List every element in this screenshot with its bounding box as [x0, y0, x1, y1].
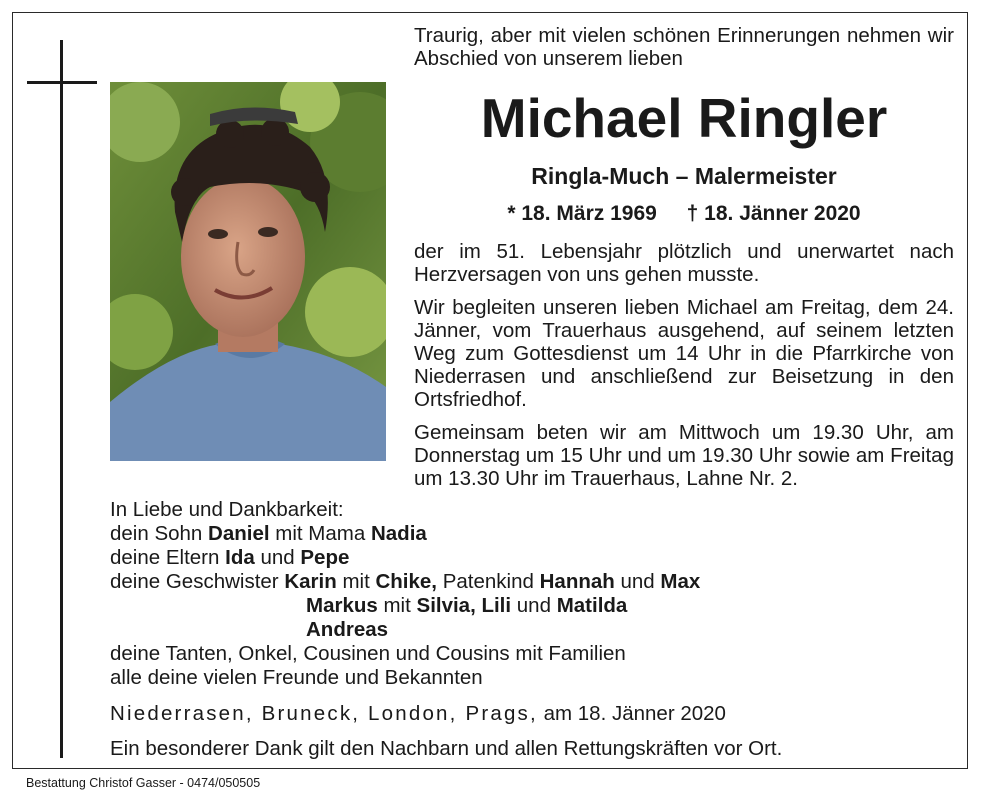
- mourner-sibling-andreas: Andreas: [306, 618, 389, 641]
- life-dates: [414, 201, 954, 227]
- place-names: Niederrasen, Bruneck, London, Prags,: [110, 702, 538, 725]
- paragraph-prayers: Gemeinsam beten wir am Mittwoch um 19.30 Uhr, am Donnerstag um 15 Uhr und um 19.30 Uhr sowie am Freitag um 13.30 Uhr im Trauerhaus, Lahne Nr. 2.: [414, 421, 954, 490]
- mourner-friends: alle deine vielen Freunde und Bekannten: [110, 666, 483, 689]
- intro-text: Traurig, aber mit vielen schönen Erinnerungen nehmen wir Abschied von unserem lieben: [414, 24, 954, 70]
- mourners-heading: In Liebe und Dankbarkeit:: [110, 498, 344, 521]
- cross-bar: [27, 81, 97, 84]
- mourner-sibling-markus: Markus mit Silvia, Lili und Matilda: [306, 594, 628, 617]
- place-and-date: [110, 702, 726, 726]
- nickname-profession: Ringla-Much – Malermeister: [531, 163, 837, 189]
- cross-icon: [60, 40, 63, 758]
- mourner-parents: deine Eltern Ida und Pepe: [110, 546, 350, 569]
- mourners-list: [110, 498, 700, 690]
- paragraph-cause: der im 51. Lebensjahr plötzlich und unerwartet nach Herzversagen von uns gehen musste.: [414, 240, 954, 286]
- portrait-photo: [110, 82, 386, 461]
- birth-date: * 18. März 1969: [507, 202, 657, 225]
- deceased-name: Michael Ringler: [480, 87, 888, 149]
- mourner-relatives: deine Tanten, Onkel, Cousinen und Cousins mit Familien: [110, 642, 626, 665]
- notice-date: am 18. Jänner 2020: [543, 702, 726, 725]
- paragraph-funeral: Wir begleiten unseren lieben Michael am Freitag, dem 24. Jänner, vom Trauerhaus ausgehend, auf seinem letzten Weg zum Gottesdienst um 14 Uhr in die Pfarrkirche von Niederrasen und anschließend zur Beisetzung in den Ortsfriedhof.: [414, 296, 954, 411]
- undertaker-footer: Bestattung Christof Gasser - 0474/050505: [26, 776, 261, 790]
- mourner-siblings: deine Geschwister Karin mit Chike, Patenkind Hannah und Max: [110, 570, 701, 593]
- death-date: † 18. Jänner 2020: [686, 202, 861, 225]
- thanks-line: Ein besonderer Dank gilt den Nachbarn und allen Rettungskräften vor Ort.: [110, 737, 783, 760]
- mourner-son: dein Sohn Daniel mit Mama Nadia: [110, 522, 427, 545]
